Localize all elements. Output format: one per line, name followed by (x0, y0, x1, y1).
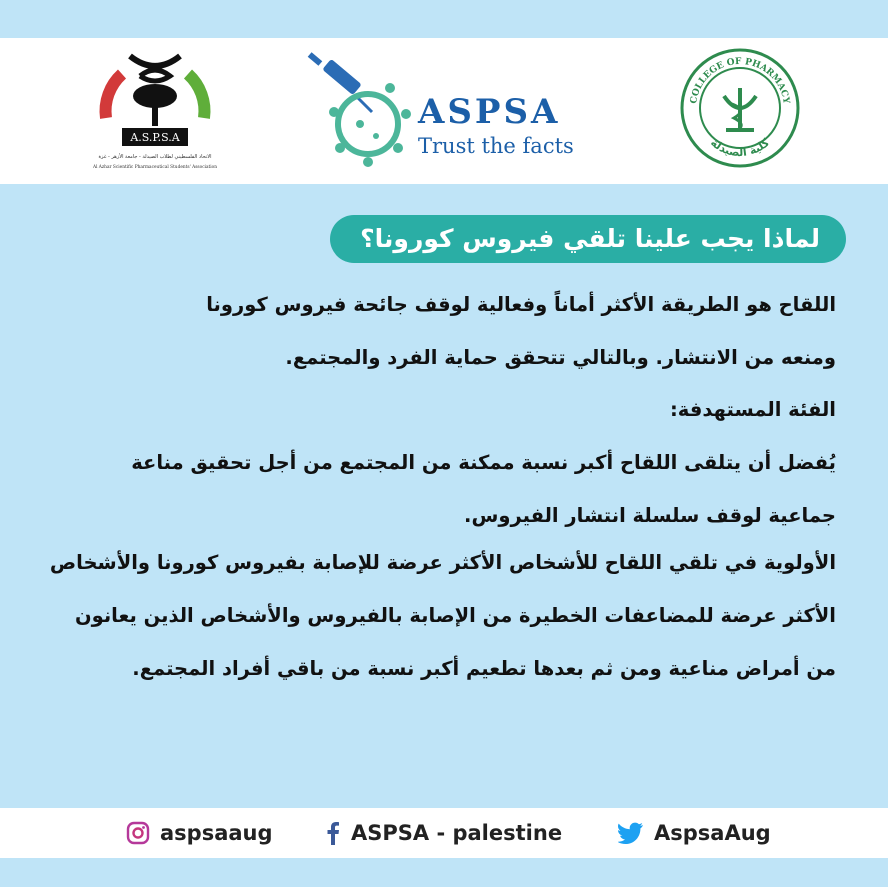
bottom-band (0, 858, 888, 887)
logo-caption-ar: الاتحاد الفلسطيني لطلاب الصيدلة - جامعة الأزهر - غزة (98, 154, 212, 160)
brand-name: ASPSA (418, 92, 561, 132)
twitter-icon (618, 822, 644, 844)
paragraph-line: الأكثر عرضة للمضاعفات الخطيرة من الإصابة بالفيروس والأشخاص الذين يعانون (74, 604, 836, 627)
virus-icon (329, 83, 411, 167)
priority-paragraph (46, 536, 836, 695)
facebook-page: ASPSA - palestine (351, 821, 563, 845)
facebook-icon (325, 821, 341, 845)
facebook-link[interactable] (325, 808, 562, 858)
logo-wordmark: A.S.P.S.A (130, 131, 180, 144)
paragraph-line: من أمراض مناعية ومن ثم بعدها تطعيم أكبر نسبة من باقي أفراد المجتمع. (132, 657, 836, 680)
logo-caption-en: Al Azhar Scientific Pharmaceutical Students' Association (92, 165, 218, 170)
instagram-link[interactable] (126, 808, 273, 858)
brand-tagline: Trust the facts (418, 134, 574, 158)
page-title: لماذا يجب علينا تلقي فيروس كورونا؟ (330, 215, 846, 263)
seal-text-en: COLLEGE OF PHARMACY (689, 56, 791, 105)
paragraph-line: ومنعه من الانتشار. وبالتالي تتحقق حماية الفرد والمجتمع. (285, 346, 836, 369)
paragraph-line: الأولوية في تلقي اللقاح للأشخاص الأكثر عرضة للإصابة بفيروس كورونا والأشخاص (49, 551, 836, 574)
paragraph-line: يُفضل أن يتلقى اللقاح أكبر نسبة ممكنة من المجتمع من أجل تحقيق مناعة (131, 451, 836, 474)
paragraph-line: اللقاح هو الطريقة الأكثر أماناً وفعالية لوقف جائحة فيروس كورونا (206, 293, 836, 316)
instagram-handle: aspsaaug (160, 821, 273, 845)
paragraph-line: جماعية لوقف سلسلة انتشار الفيروس. (464, 504, 836, 527)
intro-paragraph (206, 278, 836, 384)
paragraph-heading: الفئة المستهدفة: (669, 398, 836, 421)
twitter-handle: AspsaAug (654, 821, 771, 845)
top-band (0, 0, 888, 38)
instagram-icon (126, 821, 150, 845)
target-group-paragraph (116, 383, 836, 542)
seal-text-ar: كلية الصيدلة (708, 136, 772, 160)
college-of-pharmacy-seal (678, 44, 802, 172)
syringe-icon (308, 52, 372, 112)
twitter-link[interactable] (618, 808, 771, 858)
association-logo (92, 46, 218, 174)
